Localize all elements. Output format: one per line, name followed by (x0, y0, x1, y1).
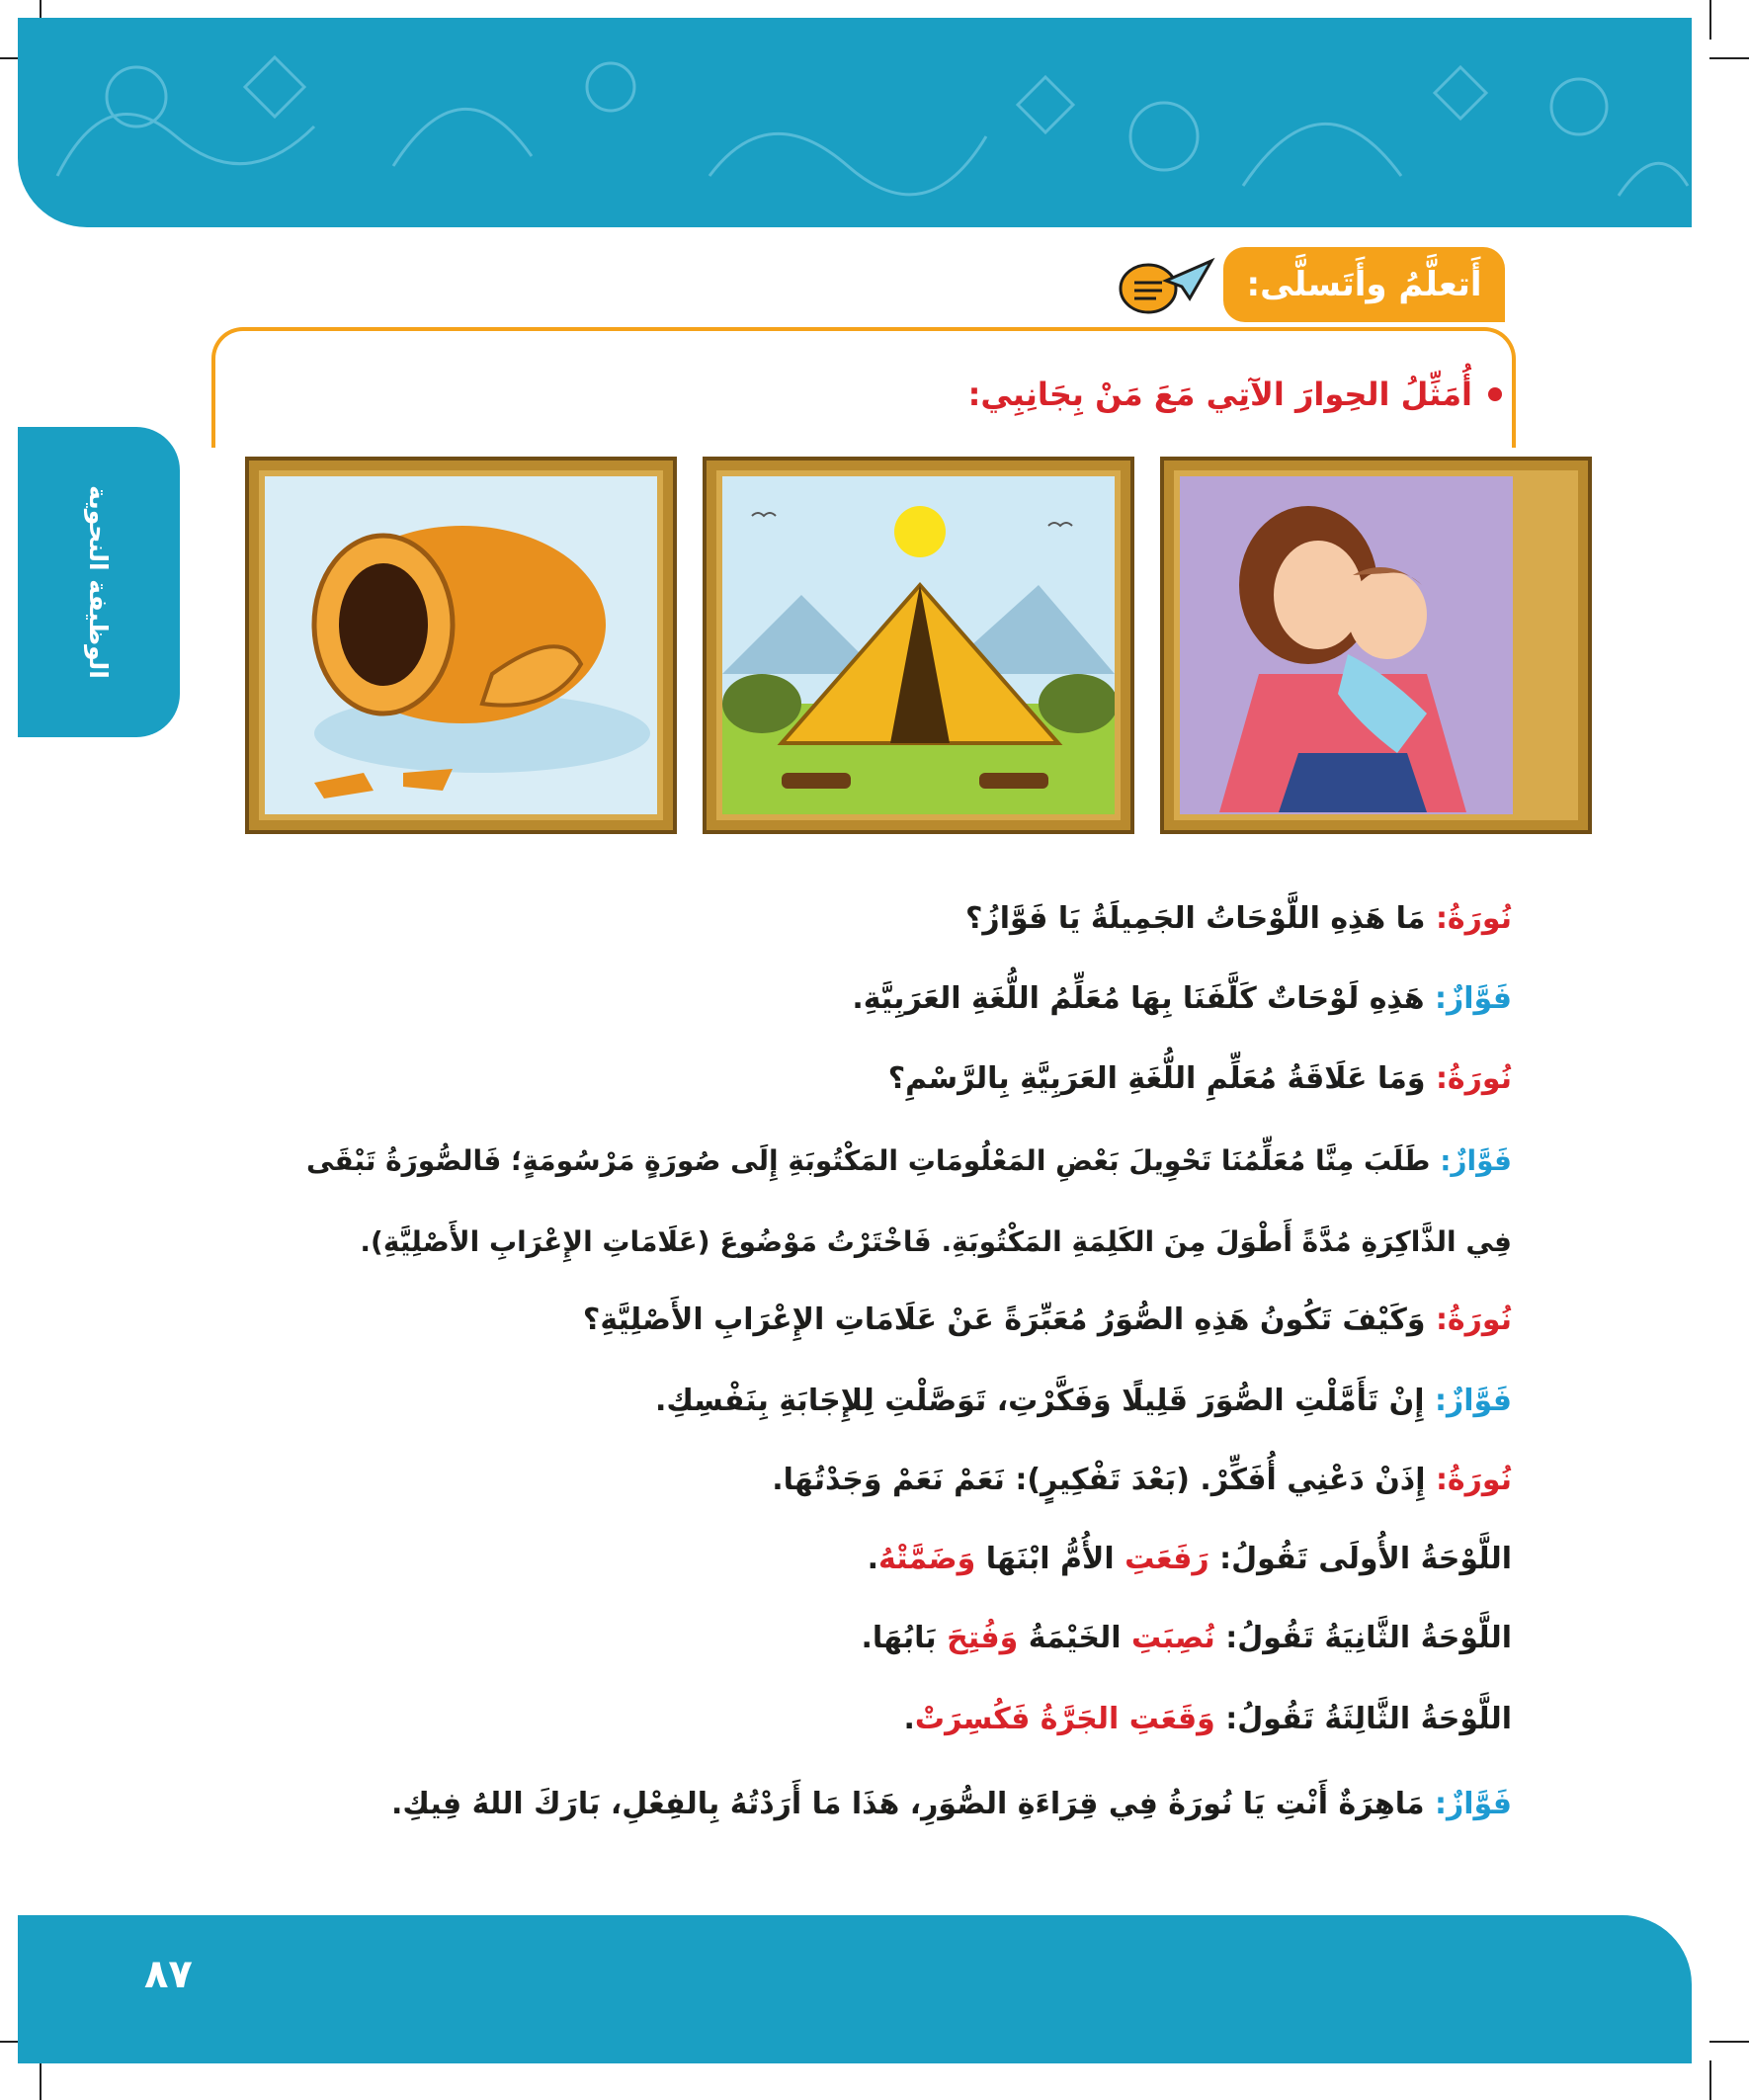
dialogue-line (247, 901, 1512, 936)
dialogue-text: طَلَبَ مِنَّا مُعَلِّمُنَا تَحْوِيلَ بَعْضِ المَعْلُومَاتِ المَكْتُوبَةِ إِلَى صُورَةٍ مَرْسُومَةٍ؛ فَالصُّورَةُ تَبْقَى (305, 1144, 1431, 1177)
dialogue-line (247, 1621, 1512, 1655)
highlighted-verb: وَفُتِحَ (947, 1621, 1019, 1655)
section-title: أَتعلَّمُ وأَتَسلَّى: (1223, 247, 1505, 322)
speaker-noura: نُورَةُ: (1435, 1302, 1512, 1337)
dialogue-text: مَاهِرَةٌ أَنْتِ يَا نُورَةُ فِي قِرَاءَةِ الصُّوَرِ، هَذَا مَا أَرَدْتُهُ بِالفِعْلِ، بَارَكَ اللهُ فِيكِ. (390, 1787, 1425, 1821)
speaker-noura: نُورَةُ: (1435, 901, 1512, 936)
dialogue-text: إِذَنْ دَعْنِي أُفَكِّرْ. (بَعْدَ تَفْكِيرٍ): نَعَمْ نَعَمْ وَجَدْتُهَا. (772, 1463, 1426, 1497)
dialogue-text: الخَيْمَةُ (1018, 1621, 1131, 1655)
side-tab-label: الوظيفة النحوية (84, 485, 114, 679)
highlighted-phrase: الجَرَّةُ فَكُسِرَتْ (914, 1702, 1120, 1736)
dialogue-text: هَذِهِ لَوْحَاتٌ كَلَّفَنَا بِهَا مُعَلِّمُ اللُّغَةِ العَرَبِيَّةِ. (852, 981, 1425, 1016)
crop-mark (40, 2060, 42, 2100)
crop-mark (1709, 2060, 1711, 2100)
crop-mark (1709, 0, 1711, 40)
mother-hugging-child-painting (1160, 457, 1592, 834)
dialogue-line (247, 1144, 1512, 1177)
yellow-tent-painting (703, 457, 1134, 834)
paper-plane-chat-icon (1117, 255, 1215, 322)
dialogue-text (1119, 1702, 1128, 1736)
instruction (968, 376, 1502, 413)
dialogue-line (247, 1061, 1512, 1096)
dialogue-text: وَمَا عَلَاقَةُ مُعَلِّمِ اللُّغَةِ العَرَبِيَّةِ بِالرَّسْمِ؟ (887, 1061, 1426, 1096)
dialogue-text: اللَّوْحَةُ الأُولَى تَقُولُ: (1208, 1542, 1512, 1576)
speaker-fawaz: فَوَّازٌ: (1434, 1787, 1512, 1821)
bullet-icon (1488, 387, 1502, 401)
chapter-side-tab (18, 427, 180, 737)
dialogue-line (247, 1787, 1512, 1821)
broken-jar-painting (245, 457, 677, 834)
dialogue-line (247, 1302, 1512, 1337)
dialogue-text: وَكَيْفَ تَكُونُ هَذِهِ الصُّوَرُ مُعَبِّرَةً عَنْ عَلَامَاتِ الإِعْرَابِ الأَصْلِيَّةِ؟ (582, 1302, 1426, 1337)
dialogue-line (247, 1463, 1512, 1497)
page-number: ٨٧ (144, 1952, 193, 1997)
dialogue-text: . (867, 1542, 879, 1576)
speaker-fawaz: فَوَّازٌ: (1440, 1144, 1512, 1177)
crop-mark (1709, 2041, 1749, 2043)
highlighted-verb: رَفَعَتِ (1124, 1542, 1209, 1576)
dialogue-text: فِي الذَّاكِرَةِ مُدَّةً أَطْوَلَ مِنَ الكَلِمَةِ المَكْتُوبَةِ. فَاخْتَرْتُ مَوْضُوعَ (عَلَامَاتِ الإِعْرَابِ الأَصْلِيَّةِ). (360, 1225, 1512, 1258)
speaker-noura: نُورَةُ: (1435, 1463, 1512, 1497)
highlighted-verb: وَقَعَتِ (1128, 1702, 1215, 1736)
dialogue-text: مَا هَذِهِ اللَّوْحَاتُ الجَمِيلَةُ يَا فَوَّازُ؟ (965, 901, 1426, 936)
speaker-fawaz: فَوَّازٌ: (1434, 981, 1512, 1016)
dialogue-text: الأُمُّ ابْنَهَا (975, 1542, 1125, 1576)
footer-band (18, 1915, 1692, 2063)
dialogue-text: . (903, 1702, 915, 1736)
crop-mark (1709, 57, 1749, 59)
instruction-text: أُمَثِّلُ الحِوارَ الآتِي مَعَ مَنْ بِجَانِبِي: (967, 376, 1472, 413)
highlighted-verb: وَضَمَّتْهُ (878, 1542, 976, 1576)
calligraphy-pattern (18, 18, 1692, 227)
speaker-fawaz: فَوَّازٌ: (1434, 1384, 1512, 1418)
dialogue-line (247, 1384, 1512, 1418)
header-band (18, 18, 1692, 227)
dialogue-text: اللَّوْحَةُ الثَّالِثَةُ تَقُولُ: (1214, 1702, 1512, 1736)
dialogue-text: بَابُهَا. (861, 1621, 948, 1655)
dialogue-text: إِنْ تَأَمَّلْتِ الصُّوَرَ قَلِيلًا وَفَكَّرْتِ، تَوَصَّلْتِ لِلإِجَابَةِ بِنَفْسِكِ. (654, 1384, 1425, 1418)
dialogue-line (247, 1702, 1512, 1736)
dialogue-line (247, 1542, 1512, 1576)
dialogue-line (247, 981, 1512, 1016)
highlighted-verb: نُصِبَتِ (1130, 1621, 1215, 1655)
dialogue-line (247, 1225, 1512, 1258)
speaker-noura: نُورَةُ: (1435, 1061, 1512, 1096)
dialogue-text: اللَّوْحَةُ الثَّانِيَةُ تَقُولُ: (1214, 1621, 1512, 1655)
